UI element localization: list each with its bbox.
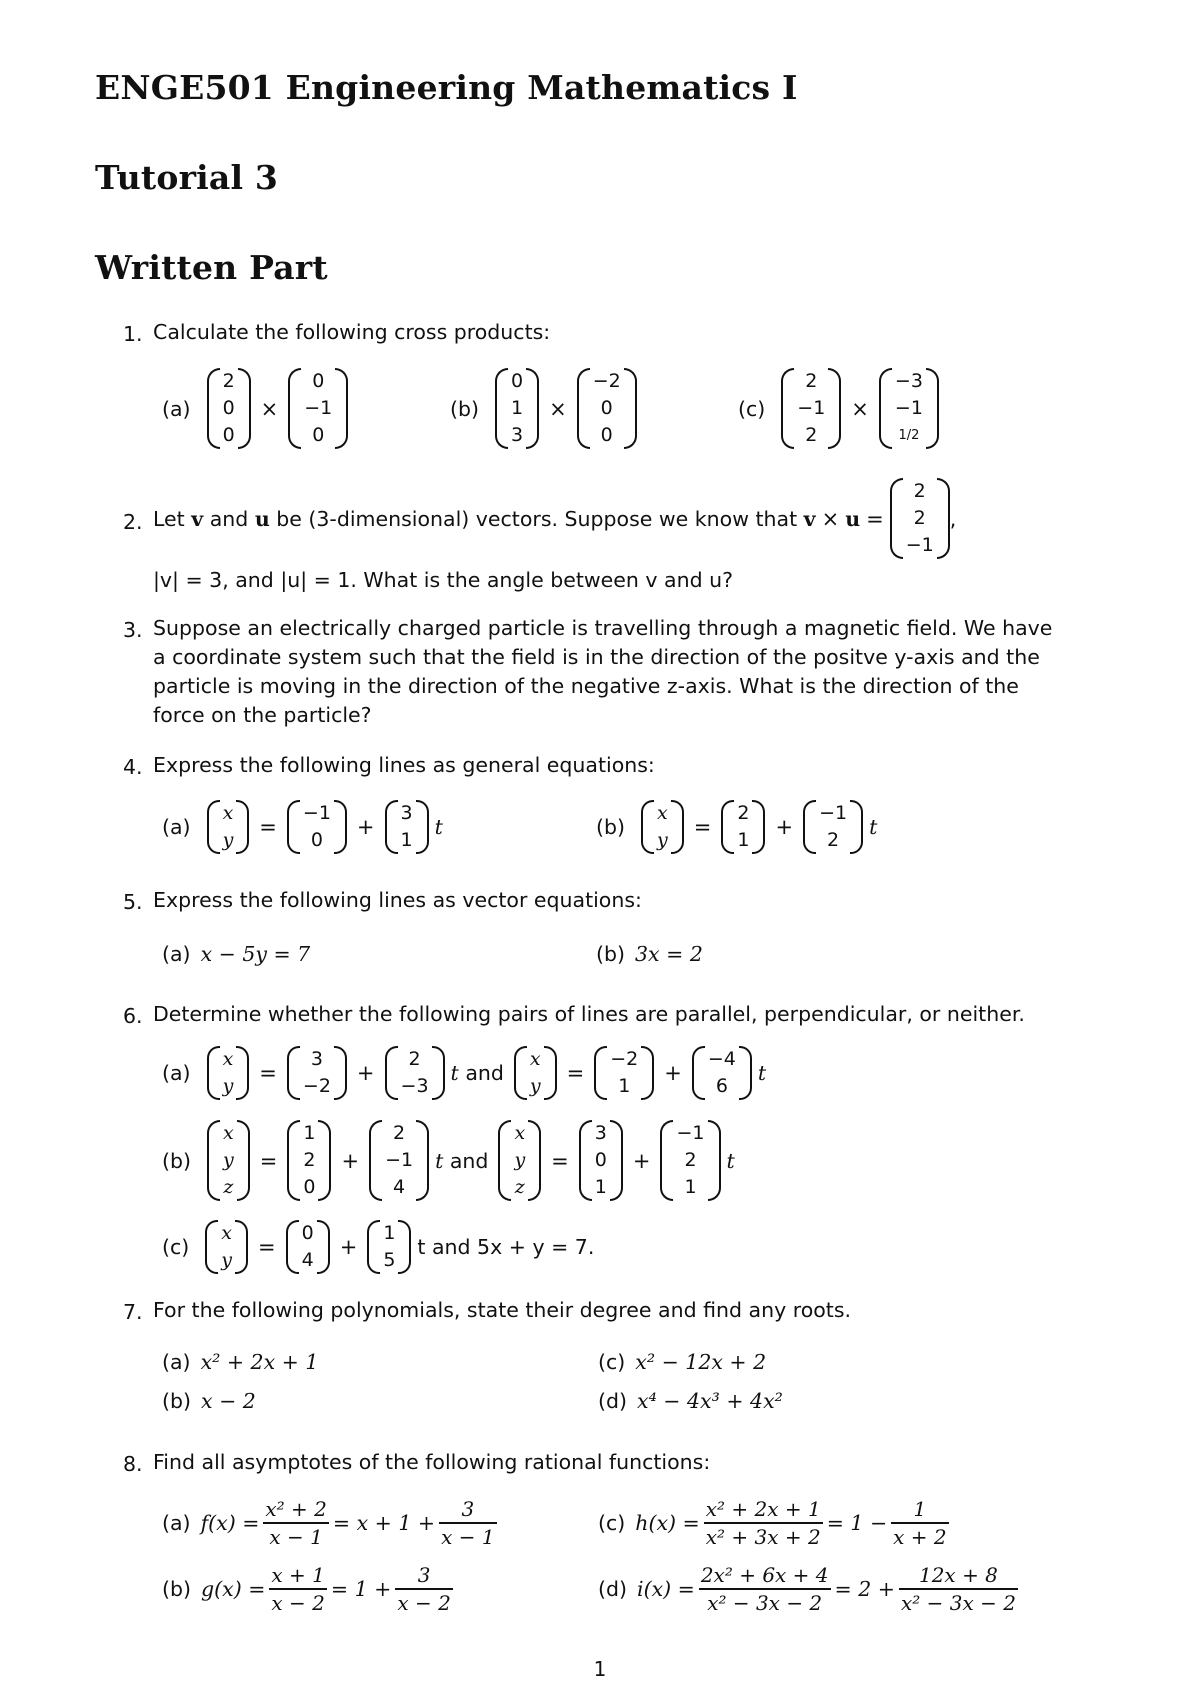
q7b: (b) x − 2 <box>162 1389 256 1413</box>
q1-text: Calculate the following cross products: <box>153 320 551 344</box>
times-symbol: × <box>851 396 869 421</box>
q5a: (a) x − 5y = 7 <box>162 942 311 966</box>
q1c <box>738 368 939 449</box>
q8a: (a) f(x) = $\frac{\text{x² + 2}}{x - 1}$ = x + 1 + $\frac{3}{x - 1}$ <box>162 1497 495 1549</box>
q2-result-vector: 2 2 −1 <box>890 478 950 559</box>
times-symbol: × <box>549 396 567 421</box>
course-title: ENGE501 Engineering Mathematics I <box>95 68 798 107</box>
q6a-point2: −2 1 <box>594 1046 654 1100</box>
q6-number: 6. <box>123 1004 143 1028</box>
q8-number: 8. <box>123 1452 143 1476</box>
q1b-vector-u: 0 1 3 <box>495 368 539 449</box>
q4a-xy-vector: x y <box>207 800 250 854</box>
q3-line: force on the particle? <box>153 703 372 727</box>
q3-number: 3. <box>123 618 143 642</box>
q1a-label: (a) <box>162 396 191 421</box>
q7-number: 7. <box>123 1300 143 1324</box>
q6b-dir2: −1 2 1 <box>660 1120 720 1201</box>
q1b-label: (b) <box>450 396 480 421</box>
q4b-point-vector: 2 1 <box>721 800 765 854</box>
q6b-point1: 1 2 0 <box>287 1120 331 1201</box>
q4b-xy-vector: x y <box>641 800 684 854</box>
q7d: (d) x⁴ − 4x³ + 4x² <box>598 1389 783 1413</box>
q1a <box>162 368 348 449</box>
q3-line: particle is moving in the direction of the negative z-axis. What is the direction of the <box>153 674 1019 698</box>
q6-text: Determine whether the following pairs of lines are parallel, perpendicular, or neither. <box>153 1002 1025 1026</box>
q6a-dir1: 2 −3 <box>385 1046 445 1100</box>
q8-text: Find all asymptotes of the following rational functions: <box>153 1450 711 1474</box>
q4a-point-vector: −1 0 <box>287 800 347 854</box>
q6c-point: 0 4 <box>286 1220 330 1274</box>
q1-number: 1. <box>123 322 143 346</box>
q4a-direction-vector: 3 1 <box>385 800 429 854</box>
q7c: (c) x² − 12x + 2 <box>598 1350 767 1374</box>
q6b: (b) x y z = 1 2 0 + 2 −1 4 t and x y z = 3 0 1 + −1 2 1 t <box>162 1120 735 1201</box>
q7a: (a) x² + 2x + 1 <box>162 1350 319 1374</box>
q1c-vector-u: 2 −1 2 <box>781 368 841 449</box>
q6c: (c) x y = 0 4 + 1 5 t and 5x + y = 7. <box>162 1220 594 1274</box>
q1c-label: (c) <box>738 396 766 421</box>
q4b: (b) x y = 2 1 + −1 2 t <box>596 800 877 854</box>
q6b-dir1: 2 −1 4 <box>369 1120 429 1201</box>
q2-number: 2. <box>123 510 143 534</box>
q3-line: a coordinate system such that the field is in the direction of the positve y-axis and the <box>153 645 1040 669</box>
q2-line1: Let v and u be (3-dimensional) vectors. Suppose we know that v × u = 2 2 −1 , <box>153 478 956 559</box>
q3-line: Suppose an electrically charged particle is travelling through a magnetic field. We have <box>153 616 1053 640</box>
q1b <box>450 368 637 449</box>
tutorial-title: Tutorial 3 <box>95 158 279 197</box>
q4a: (a) x y = −1 0 + 3 1 t <box>162 800 443 854</box>
section-title: Written Part <box>95 248 328 287</box>
q4b-direction-vector: −1 2 <box>803 800 863 854</box>
times-symbol: × <box>260 396 279 421</box>
q8b: (b) g(x) = $\frac{x + 1}{x - 2}$ = 1 + $\frac{3}{x - 2}$ <box>162 1563 451 1615</box>
page-number: 1 <box>593 1657 607 1681</box>
q8d: (d) i(x) = $\frac{\text{2x² + 6x + 4}}{\text{x² − 3x − 2}}$ = 2 + $\frac{12x + 8}{\text{x² − 3x − 2}}$ <box>598 1563 1016 1615</box>
q1a-vector-v: 0 −1 0 <box>288 368 348 449</box>
q1a-vector-u: 2 0 0 <box>207 368 251 449</box>
q6a: (a) x y = 3 −2 + 2 −3 t and x y = −2 1 + −4 6 t <box>162 1046 766 1100</box>
q6c-dir: 1 5 <box>367 1220 411 1274</box>
q7-text: For the following polynomials, state their degree and find any roots. <box>153 1298 852 1322</box>
q6a-dir2: −4 6 <box>692 1046 752 1100</box>
q5-text: Express the following lines as vector equations: <box>153 888 642 912</box>
q2-line2: |v| = 3, and |u| = 1. What is the angle between v and u? <box>153 568 733 592</box>
q1c-vector-v: −3 −1 1/2 <box>879 368 939 449</box>
q5b: (b) 3x = 2 <box>596 942 703 966</box>
q4-text: Express the following lines as general equations: <box>153 753 655 777</box>
q4-number: 4. <box>123 755 143 779</box>
q1b-vector-v: −2 0 0 <box>577 368 637 449</box>
q5-number: 5. <box>123 890 143 914</box>
q6b-point2: 3 0 1 <box>579 1120 623 1201</box>
q6a-point1: 3 −2 <box>287 1046 347 1100</box>
q8c: (c) h(x) = $\frac{\text{x² + 2x + 1}}{\text{x² + 3x + 2}}$ = 1 − $\frac{1}{x + 2}$ <box>598 1497 947 1549</box>
